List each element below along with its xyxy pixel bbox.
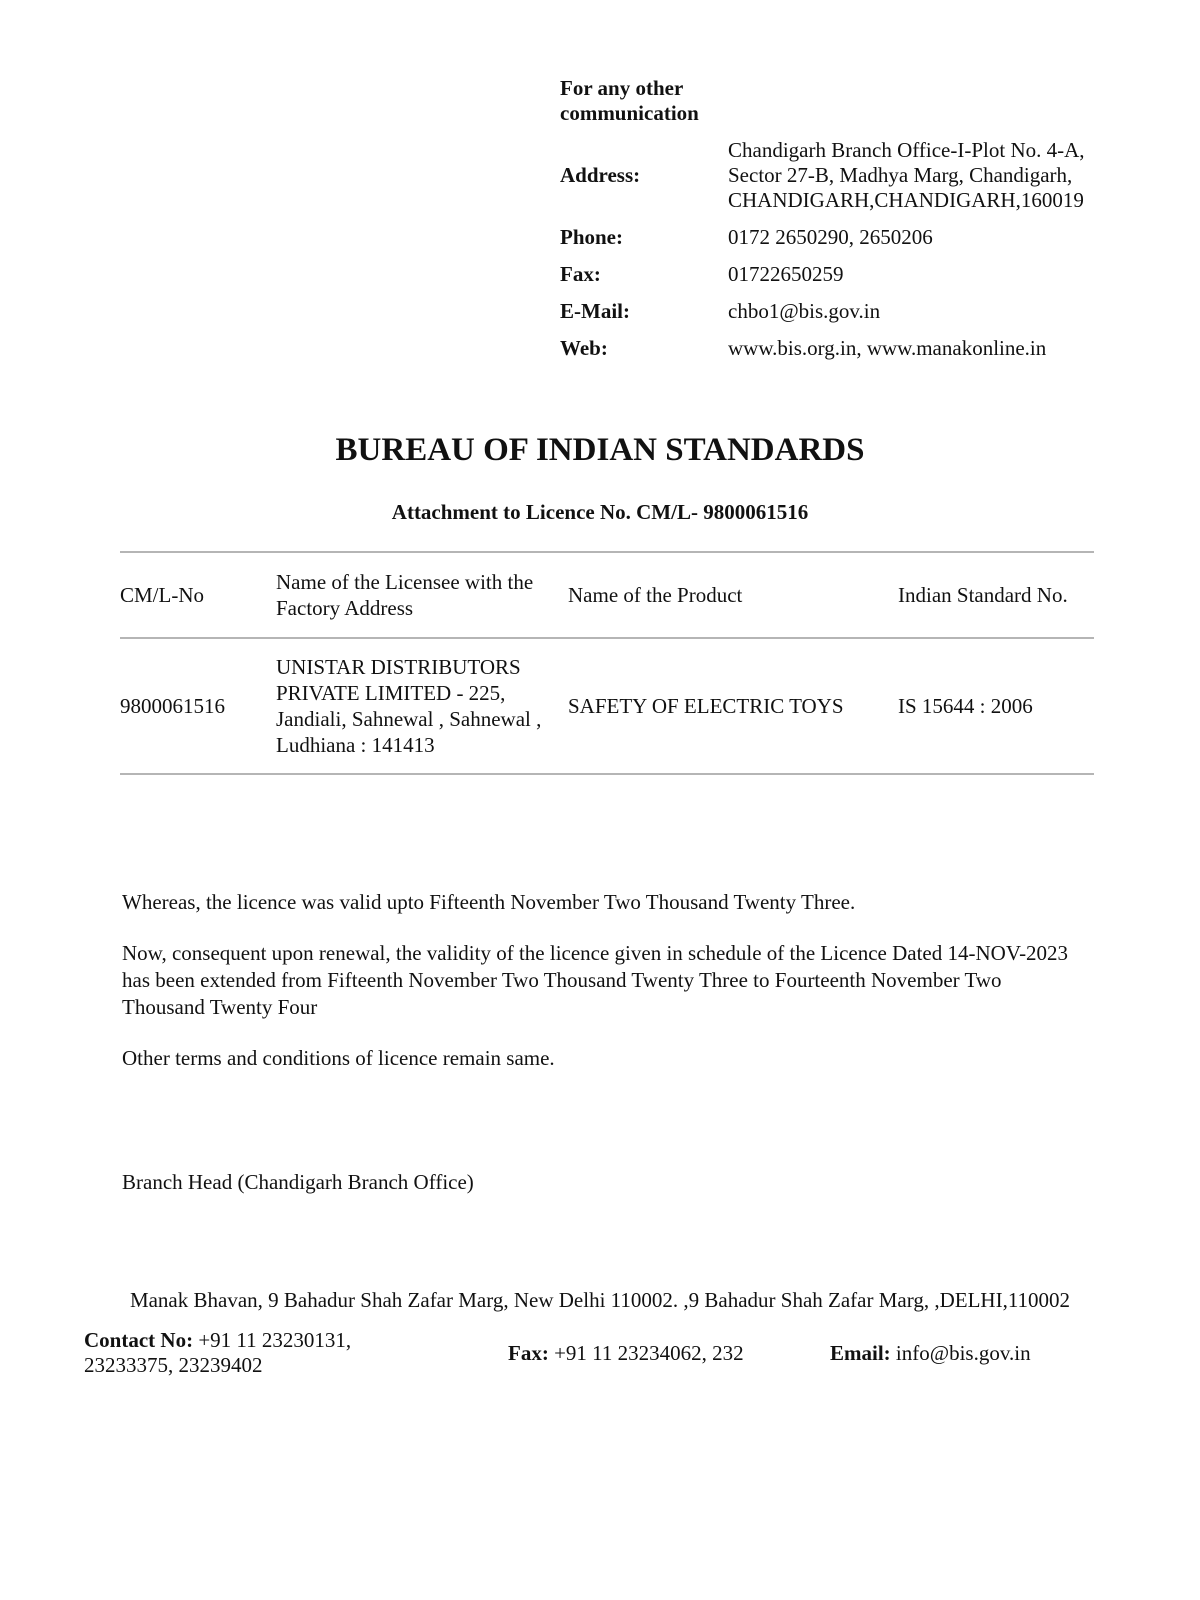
contact-row-email: [560, 299, 1160, 324]
header-standard: Indian Standard No.: [898, 583, 1068, 607]
header-cml-no: CM/L-No: [120, 583, 204, 607]
footer-contact-label: Contact No:: [84, 1328, 194, 1352]
contact-label: Web:: [560, 336, 608, 360]
table-row: [120, 639, 1094, 773]
footer-contact-value: +91 11 23230131, 23233375, 23239402: [84, 1328, 352, 1377]
paragraph-validity: Whereas, the licence was valid upto Fifteenth November Two Thousand Twenty Three.: [122, 890, 856, 914]
contact-value-address: Chandigarh Branch Office-I-Plot No. 4-A, Sector 27-B, Madhya Marg, Chandigarh, CHANDIGARH,CHANDIGARH,160019: [728, 138, 1085, 212]
signatory: Branch Head (Chandigarh Branch Office): [122, 1170, 474, 1194]
contact-value-fax: 01722650259: [728, 262, 844, 286]
contact-value-email[interactable]: chbo1@bis.gov.in: [728, 299, 881, 323]
footer-address: Manak Bhavan, 9 Bahadur Shah Zafar Marg, New Delhi 110002. ,9 Bahadur Shah Zafar Marg, ,DELHI,110002: [129, 1288, 1071, 1312]
contact-value-web[interactable]: www.bis.org.in, www.manakonline.in: [728, 336, 1047, 360]
document-title: BUREAU OF INDIAN STANDARDS: [335, 432, 865, 468]
contact-row-address: [560, 138, 1160, 213]
contact-heading: For any other communication: [560, 76, 699, 125]
document-subtitle: Attachment to Licence No. CM/L- 9800061516: [391, 500, 809, 524]
contact-row-phone: [560, 225, 1160, 250]
cell-licensee: UNISTAR DISTRIBUTORS PRIVATE LIMITED - 225, Jandiali, Sahnewal , Sahnewal , Ludhiana : 141413: [276, 655, 542, 757]
contact-label: E-Mail:: [560, 299, 630, 323]
footer-contact: [84, 1328, 508, 1378]
cell-standard: IS 15644 : 2006: [898, 694, 1033, 718]
cell-product: SAFETY OF ELECTRIC TOYS: [568, 694, 844, 718]
footer-fax-value: +91 11 23234062, 232: [554, 1340, 744, 1365]
header-product: Name of the Product: [568, 583, 743, 607]
footer-contacts: [84, 1328, 1144, 1378]
cell-cml-no: 9800061516: [120, 694, 225, 718]
footer-email-label: Email:: [830, 1340, 891, 1365]
table-header-row: [120, 553, 1094, 637]
footer-fax-label: Fax:: [508, 1340, 549, 1365]
footer-email-value[interactable]: info@bis.gov.in: [895, 1340, 1031, 1365]
contact-label: Fax:: [560, 262, 601, 286]
footer-fax: [508, 1341, 830, 1366]
paragraph-renewal: Now, consequent upon renewal, the validity of the licence given in schedule of the Licence Dated 14-NOV-2023 has been extended from Fifteenth November Two Thousand Twenty Three to Fourteenth November Two Thousand Twenty Four: [122, 941, 1069, 1019]
licence-table: [120, 551, 1094, 775]
contact-row-fax: [560, 262, 1160, 287]
contact-label: Address:: [560, 163, 641, 187]
header-licensee: Name of the Licensee with the Factory Address: [276, 570, 534, 620]
contact-value-phone: 0172 2650290, 2650206: [728, 225, 933, 249]
contact-rows: [560, 138, 1160, 361]
contact-row-web: [560, 336, 1160, 361]
paragraph-terms: Other terms and conditions of licence remain same.: [122, 1046, 555, 1070]
table-divider: [120, 773, 1094, 775]
contact-label: Phone:: [560, 225, 623, 249]
branch-contact-section: [560, 76, 1160, 361]
footer-email: [830, 1341, 1031, 1366]
